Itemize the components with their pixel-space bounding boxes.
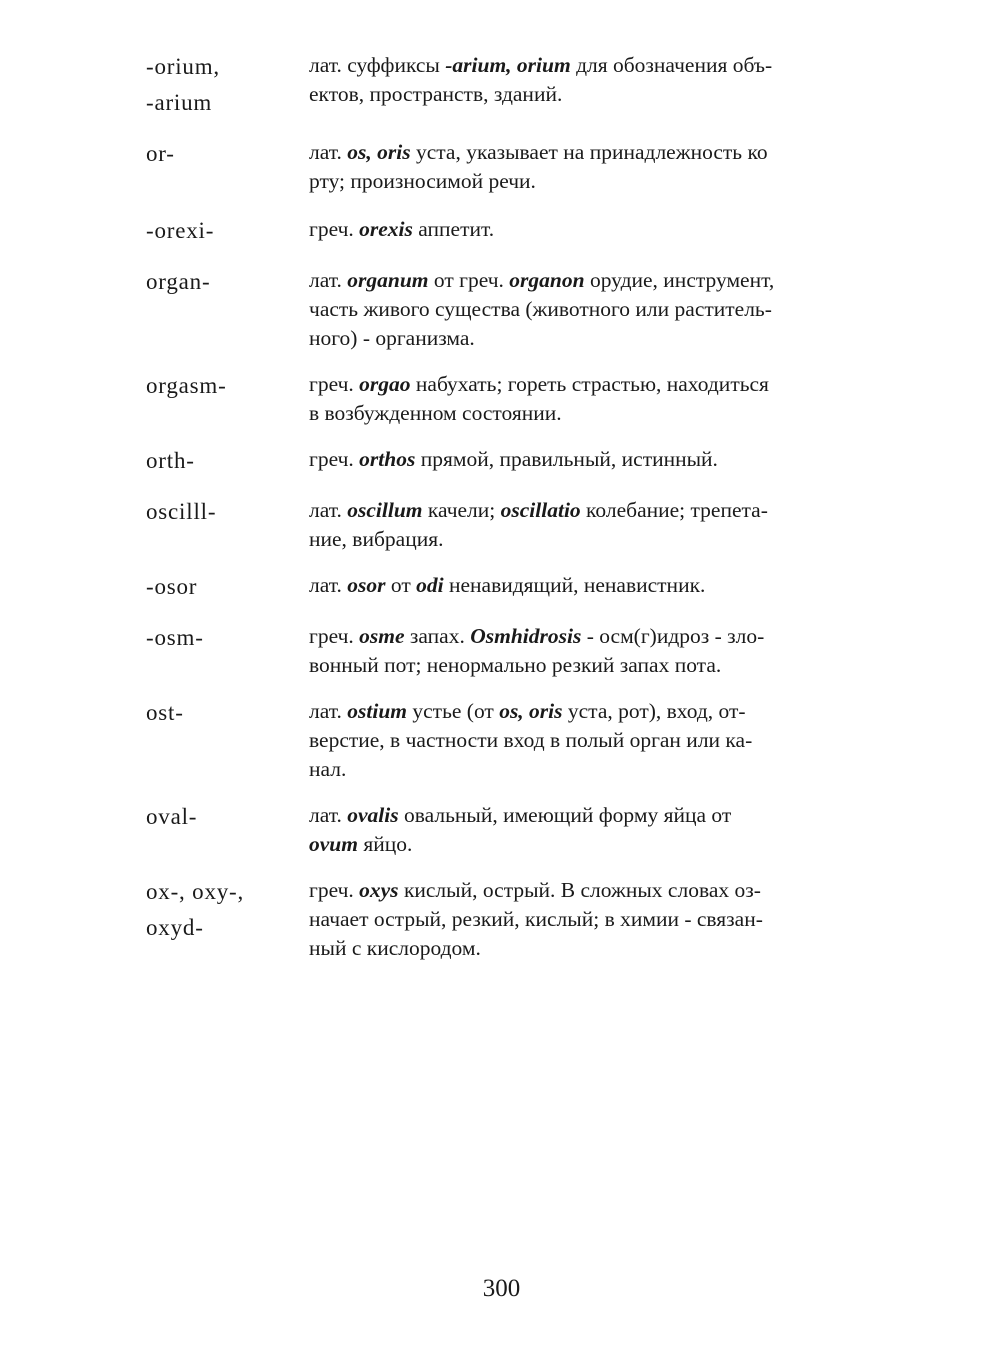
definition-text: нал.	[309, 757, 347, 781]
term-line: -orium,	[146, 54, 220, 79]
definition-line	[309, 697, 866, 726]
definition-line	[309, 496, 866, 525]
definition-text: лат. суффиксы	[309, 53, 446, 77]
emphasized-term: orgao	[359, 372, 411, 396]
definition-text: начает острый, резкий, кислый; в химии - связан-	[309, 907, 763, 931]
dictionary-entry	[146, 135, 866, 196]
definition-text: для обозначения объ-	[570, 53, 773, 77]
emphasized-term: orexis	[359, 217, 413, 241]
entry-definition	[309, 568, 866, 600]
entry-list	[146, 48, 866, 977]
definition-text: устье (от	[407, 699, 500, 723]
emphasized-term: orthos	[359, 447, 416, 471]
entry-term	[146, 619, 309, 656]
definition-text: греч.	[309, 217, 360, 241]
emphasized-term: oscillatio	[500, 498, 581, 522]
emphasized-term: ovum	[309, 832, 358, 856]
emphasized-term: osor	[347, 573, 386, 597]
definition-line	[309, 876, 866, 905]
definition-text: набухать; гореть страстью, находиться	[410, 372, 769, 396]
definition-text: от греч.	[428, 268, 510, 292]
term-line: or-	[146, 141, 175, 166]
definition-text: качели;	[422, 498, 501, 522]
dictionary-entry	[146, 48, 866, 121]
definition-text: лат.	[309, 573, 348, 597]
emphasized-term: organon	[509, 268, 585, 292]
definition-line	[309, 651, 866, 680]
definition-text: прямой, правильный, истинный.	[415, 447, 718, 471]
definition-text: лат.	[309, 803, 348, 827]
definition-text: лат.	[309, 498, 348, 522]
definition-line	[309, 755, 866, 784]
definition-text: лат.	[309, 140, 348, 164]
definition-text: ный с кислородом.	[309, 936, 481, 960]
entry-definition	[309, 493, 866, 554]
dictionary-entry	[146, 367, 866, 428]
entry-definition	[309, 442, 866, 474]
term-line: -arium	[146, 90, 213, 115]
emphasized-term: os, oris	[499, 699, 563, 723]
definition-text: в возбужденном состоянии.	[309, 401, 562, 425]
term-line: ost-	[146, 700, 184, 725]
definition-text: ного) - организма.	[309, 326, 475, 350]
definition-text: греч.	[309, 447, 360, 471]
definition-line	[309, 51, 866, 80]
definition-text: яйцо.	[357, 832, 413, 856]
term-line: -osor	[146, 574, 198, 599]
definition-text: ненавидящий, ненавистник.	[443, 573, 706, 597]
definition-line	[309, 571, 866, 600]
definition-line	[309, 370, 866, 399]
definition-line	[309, 80, 866, 109]
definition-text: верстие, в частности вход в полый орган или ка-	[309, 728, 753, 752]
definition-text: кислый, острый. В сложных словах оз-	[398, 878, 761, 902]
definition-text: орудие, инструмент,	[584, 268, 775, 292]
definition-text: часть живого существа (животного или раститель-	[309, 297, 772, 321]
dictionary-entry	[146, 873, 866, 963]
definition-text: уста, рот), вход, от-	[562, 699, 746, 723]
definition-line	[309, 445, 866, 474]
entry-term	[146, 568, 309, 605]
definition-line	[309, 266, 866, 295]
definition-line	[309, 525, 866, 554]
entry-term	[146, 873, 309, 946]
definition-line	[309, 726, 866, 755]
emphasized-term: oxys	[359, 878, 399, 902]
term-line: ox-, oxy-,	[146, 879, 245, 904]
definition-line	[309, 801, 866, 830]
definition-text: овальный, имеющий форму яйца от	[398, 803, 732, 827]
entry-term	[146, 493, 309, 530]
term-line: organ-	[146, 269, 211, 294]
entry-term	[146, 212, 309, 249]
emphasized-term: oscillum	[347, 498, 423, 522]
definition-line	[309, 934, 866, 963]
dictionary-entry	[146, 798, 866, 859]
dictionary-entry	[146, 619, 866, 680]
entry-definition	[309, 48, 866, 109]
definition-text: аппетит.	[412, 217, 495, 241]
entry-definition	[309, 135, 866, 196]
definition-text: - осм(г)идроз - зло-	[581, 624, 765, 648]
emphasized-term: odi	[416, 573, 444, 597]
entry-definition	[309, 263, 866, 353]
definition-line	[309, 295, 866, 324]
definition-line	[309, 324, 866, 353]
dictionary-entry	[146, 263, 866, 353]
definition-text: греч.	[309, 878, 360, 902]
emphasized-term: Osmhidrosis	[470, 624, 582, 648]
entry-definition	[309, 694, 866, 784]
definition-text: греч.	[309, 624, 360, 648]
entry-term	[146, 694, 309, 731]
dictionary-entry	[146, 212, 866, 249]
definition-text: рту; произносимой речи.	[309, 169, 536, 193]
definition-line	[309, 905, 866, 934]
definition-line	[309, 215, 866, 244]
emphasized-term: -arium, orium	[445, 53, 571, 77]
term-line: oval-	[146, 804, 198, 829]
definition-text: вонный пот; ненормально резкий запах пота.	[309, 653, 722, 677]
dictionary-entry	[146, 694, 866, 784]
definition-line	[309, 399, 866, 428]
term-line: -orexi-	[146, 218, 215, 243]
entry-definition	[309, 212, 866, 244]
definition-text: ектов, пространств, зданий.	[309, 82, 563, 106]
entry-term	[146, 798, 309, 835]
dictionary-entry	[146, 568, 866, 605]
entry-definition	[309, 367, 866, 428]
entry-definition	[309, 619, 866, 680]
emphasized-term: os, oris	[347, 140, 411, 164]
definition-text: от	[385, 573, 417, 597]
page-number: 300	[482, 1275, 521, 1302]
entry-definition	[309, 873, 866, 963]
entry-term	[146, 135, 309, 172]
term-line: oscilll-	[146, 499, 217, 524]
definition-line	[309, 138, 866, 167]
entry-term	[146, 48, 309, 121]
emphasized-term: ostium	[347, 699, 407, 723]
entry-term	[146, 367, 309, 404]
definition-line	[309, 830, 866, 859]
dictionary-entry	[146, 493, 866, 554]
definition-text: лат.	[309, 699, 348, 723]
term-line: oxyd-	[146, 915, 204, 940]
entry-definition	[309, 798, 866, 859]
definition-text: греч.	[309, 372, 360, 396]
definition-text: уста, указывает на принадлежность ко	[410, 140, 768, 164]
definition-text: ние, вибрация.	[309, 527, 444, 551]
emphasized-term: organum	[347, 268, 429, 292]
definition-line	[309, 167, 866, 196]
dictionary-entry	[146, 442, 866, 479]
entry-term	[146, 442, 309, 479]
term-line: orgasm-	[146, 373, 227, 398]
definition-line	[309, 622, 866, 651]
definition-text: запах.	[404, 624, 471, 648]
definition-text: лат.	[309, 268, 348, 292]
emphasized-term: osme	[359, 624, 405, 648]
term-line: orth-	[146, 448, 195, 473]
definition-text: колебание; трепета-	[580, 498, 768, 522]
emphasized-term: ovalis	[347, 803, 399, 827]
term-line: -osm-	[146, 625, 204, 650]
entry-term	[146, 263, 309, 300]
